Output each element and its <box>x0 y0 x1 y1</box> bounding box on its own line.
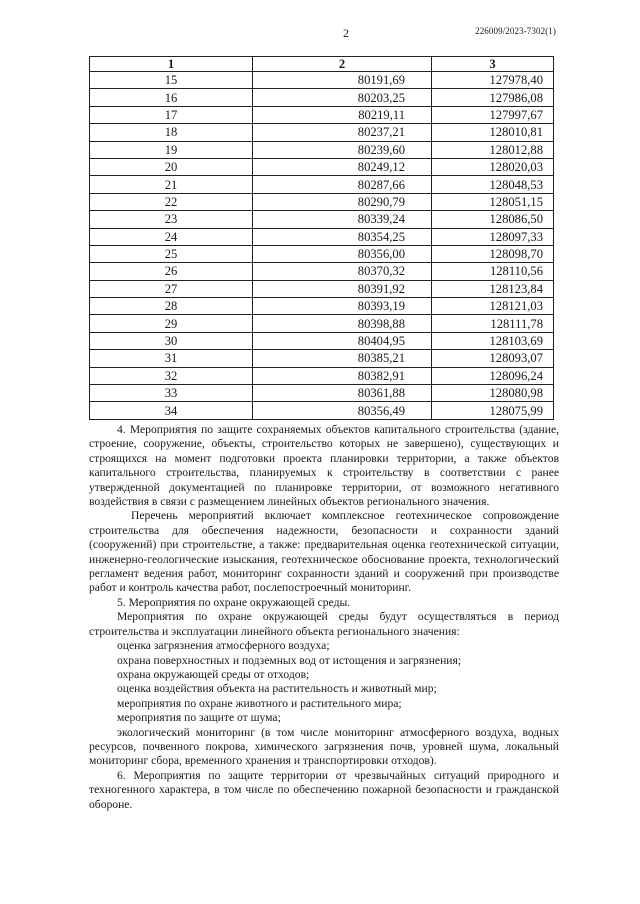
table-row <box>90 402 554 419</box>
column-header-3: 3 <box>432 57 554 72</box>
x-coordinate-cell: 80391,92 <box>253 280 432 297</box>
x-coordinate-cell: 80191,69 <box>253 72 432 89</box>
x-coordinate-cell: 80356,49 <box>253 402 432 419</box>
table-row <box>90 158 554 175</box>
table-row <box>90 280 554 297</box>
column-header-1: 1 <box>90 57 253 72</box>
point-number-cell: 33 <box>90 385 253 402</box>
x-coordinate-cell: 80398,88 <box>253 315 432 332</box>
x-coordinate-cell: 80361,88 <box>253 385 432 402</box>
document-id: 226009/2023-7302(1) <box>475 26 556 36</box>
y-coordinate-cell: 128123,84 <box>432 280 554 297</box>
point-number-cell: 32 <box>90 367 253 384</box>
y-coordinate-cell: 127986,08 <box>432 89 554 106</box>
table-row <box>90 298 554 315</box>
table-row <box>90 72 554 89</box>
column-header-2: 2 <box>253 57 432 72</box>
y-coordinate-cell: 128075,99 <box>432 402 554 419</box>
point-number-cell: 26 <box>90 263 253 280</box>
x-coordinate-cell: 80237,21 <box>253 124 432 141</box>
table-row <box>90 385 554 402</box>
y-coordinate-cell: 128086,50 <box>432 211 554 228</box>
point-number-cell: 23 <box>90 211 253 228</box>
measure-list-item: охрана окружающей среды от отходов; <box>117 667 310 681</box>
y-coordinate-cell: 128097,33 <box>432 228 554 245</box>
x-coordinate-cell: 80393,19 <box>253 298 432 315</box>
x-coordinate-cell: 80287,66 <box>253 176 432 193</box>
point-number-cell: 31 <box>90 350 253 367</box>
table-row <box>90 176 554 193</box>
y-coordinate-cell: 128051,15 <box>432 193 554 210</box>
table-row <box>90 228 554 245</box>
point-number-cell: 24 <box>90 228 253 245</box>
point-number-cell: 34 <box>90 402 253 419</box>
x-coordinate-cell: 80354,25 <box>253 228 432 245</box>
point-number-cell: 22 <box>90 193 253 210</box>
y-coordinate-cell: 128048,53 <box>432 176 554 193</box>
measure-list-item: оценка воздействия объекта на растительность и животный мир; <box>117 682 437 696</box>
x-coordinate-cell: 80249,12 <box>253 158 432 175</box>
table-header-row <box>90 57 554 72</box>
document-body <box>89 423 559 812</box>
measure-list-item: мероприятия по охране животного и растительного мира; <box>117 696 402 710</box>
y-coordinate-cell: 127978,40 <box>432 72 554 89</box>
table-row <box>90 124 554 141</box>
y-coordinate-cell: 128098,70 <box>432 245 554 262</box>
y-coordinate-cell: 128096,24 <box>432 367 554 384</box>
point-number-cell: 17 <box>90 106 253 123</box>
geotechnical-paragraph: Перечень мероприятий включает комплексное геотехническое сопровождение строительства для обеспечения надежности, безопасности и сохранности зданий (сооружений) при строительстве, а также: предварительная оценка геотехнической ситуации, инженерно-геологические изыскания, геотехническое обоснование проекта, технологический регламент ведения работ, мониторинг сохранности зданий и сооружений при производстве работ и контроль качества работ, послепостроечный мониторинг. <box>89 509 559 595</box>
y-coordinate-cell: 128111,78 <box>432 315 554 332</box>
point-number-cell: 21 <box>90 176 253 193</box>
point-number-cell: 28 <box>90 298 253 315</box>
point-number-cell: 16 <box>90 89 253 106</box>
table-row <box>90 315 554 332</box>
table-row <box>90 350 554 367</box>
y-coordinate-cell: 128121,03 <box>432 298 554 315</box>
x-coordinate-cell: 80404,95 <box>253 332 432 349</box>
table-row <box>90 211 554 228</box>
point-number-cell: 15 <box>90 72 253 89</box>
point-number-cell: 29 <box>90 315 253 332</box>
y-coordinate-cell: 128010,81 <box>432 124 554 141</box>
table-row <box>90 141 554 158</box>
x-coordinate-cell: 80219,11 <box>253 106 432 123</box>
table-row <box>90 367 554 384</box>
table-row <box>90 263 554 280</box>
table-row <box>90 245 554 262</box>
table-row <box>90 89 554 106</box>
y-coordinate-cell: 127997,67 <box>432 106 554 123</box>
point-number-cell: 18 <box>90 124 253 141</box>
y-coordinate-cell: 128110,56 <box>432 263 554 280</box>
section-6-paragraph: 6. Мероприятия по защите территории от чрезвычайных ситуаций природного и техногенного характера, в том числе по обеспечению пожарной безопасности и гражданской обороне. <box>89 768 559 811</box>
x-coordinate-cell: 80290,79 <box>253 193 432 210</box>
x-coordinate-cell: 80382,91 <box>253 367 432 384</box>
x-coordinate-cell: 80385,21 <box>253 350 432 367</box>
x-coordinate-cell: 80339,24 <box>253 211 432 228</box>
y-coordinate-cell: 128103,69 <box>432 332 554 349</box>
section-5-heading: 5. Мероприятия по охране окружающей среды. <box>117 595 351 609</box>
point-number-cell: 20 <box>90 158 253 175</box>
x-coordinate-cell: 80370,32 <box>253 263 432 280</box>
point-number-cell: 27 <box>90 280 253 297</box>
measure-list-item: оценка загрязнения атмосферного воздуха; <box>117 639 330 653</box>
table-body <box>90 72 554 420</box>
point-number-cell: 19 <box>90 141 253 158</box>
point-number-cell: 30 <box>90 332 253 349</box>
section-5-intro: Мероприятия по охране окружающей среды будут осуществляться в период строительства и эксплуатации линейного объекта регионального значения: <box>89 610 559 638</box>
y-coordinate-cell: 128020,03 <box>432 158 554 175</box>
page-number: 2 <box>343 26 349 40</box>
x-coordinate-cell: 80239,60 <box>253 141 432 158</box>
y-coordinate-cell: 128080,98 <box>432 385 554 402</box>
section-4-paragraph: 4. Мероприятия по защите сохраняемых объектов капитального строительства (здание, строение, сооружение, объекты, строительство которых не завершено), существующих и строящихся на момент подготовки проекта планировки территории, а также объектов капитального строительства, планируемых к строительству в соответствии с ранее утвержденной документацией по планировке территории, от возможного негативного воздействия в связи с размещением линейных объектов регионального значения. <box>89 423 559 509</box>
point-number-cell: 25 <box>90 245 253 262</box>
y-coordinate-cell: 128093,07 <box>432 350 554 367</box>
coordinates-table <box>89 56 554 420</box>
measure-list-item: мероприятия по защите от шума; <box>117 711 281 725</box>
table-row <box>90 106 554 123</box>
y-coordinate-cell: 128012,88 <box>432 141 554 158</box>
table-row <box>90 193 554 210</box>
measure-list-item: охрана поверхностных и подземных вод от истощения и загрязнения; <box>117 653 462 667</box>
table-row <box>90 332 554 349</box>
monitoring-paragraph: экологический мониторинг (в том числе мониторинг атмосферного воздуха, водных ресурсов, почвенного покрова, химического загрязнения почв, уровней шума, локальный мониторинг сбора, временного хранения и транспортировки отходов). <box>89 725 559 768</box>
x-coordinate-cell: 80356,00 <box>253 245 432 262</box>
x-coordinate-cell: 80203,25 <box>253 89 432 106</box>
